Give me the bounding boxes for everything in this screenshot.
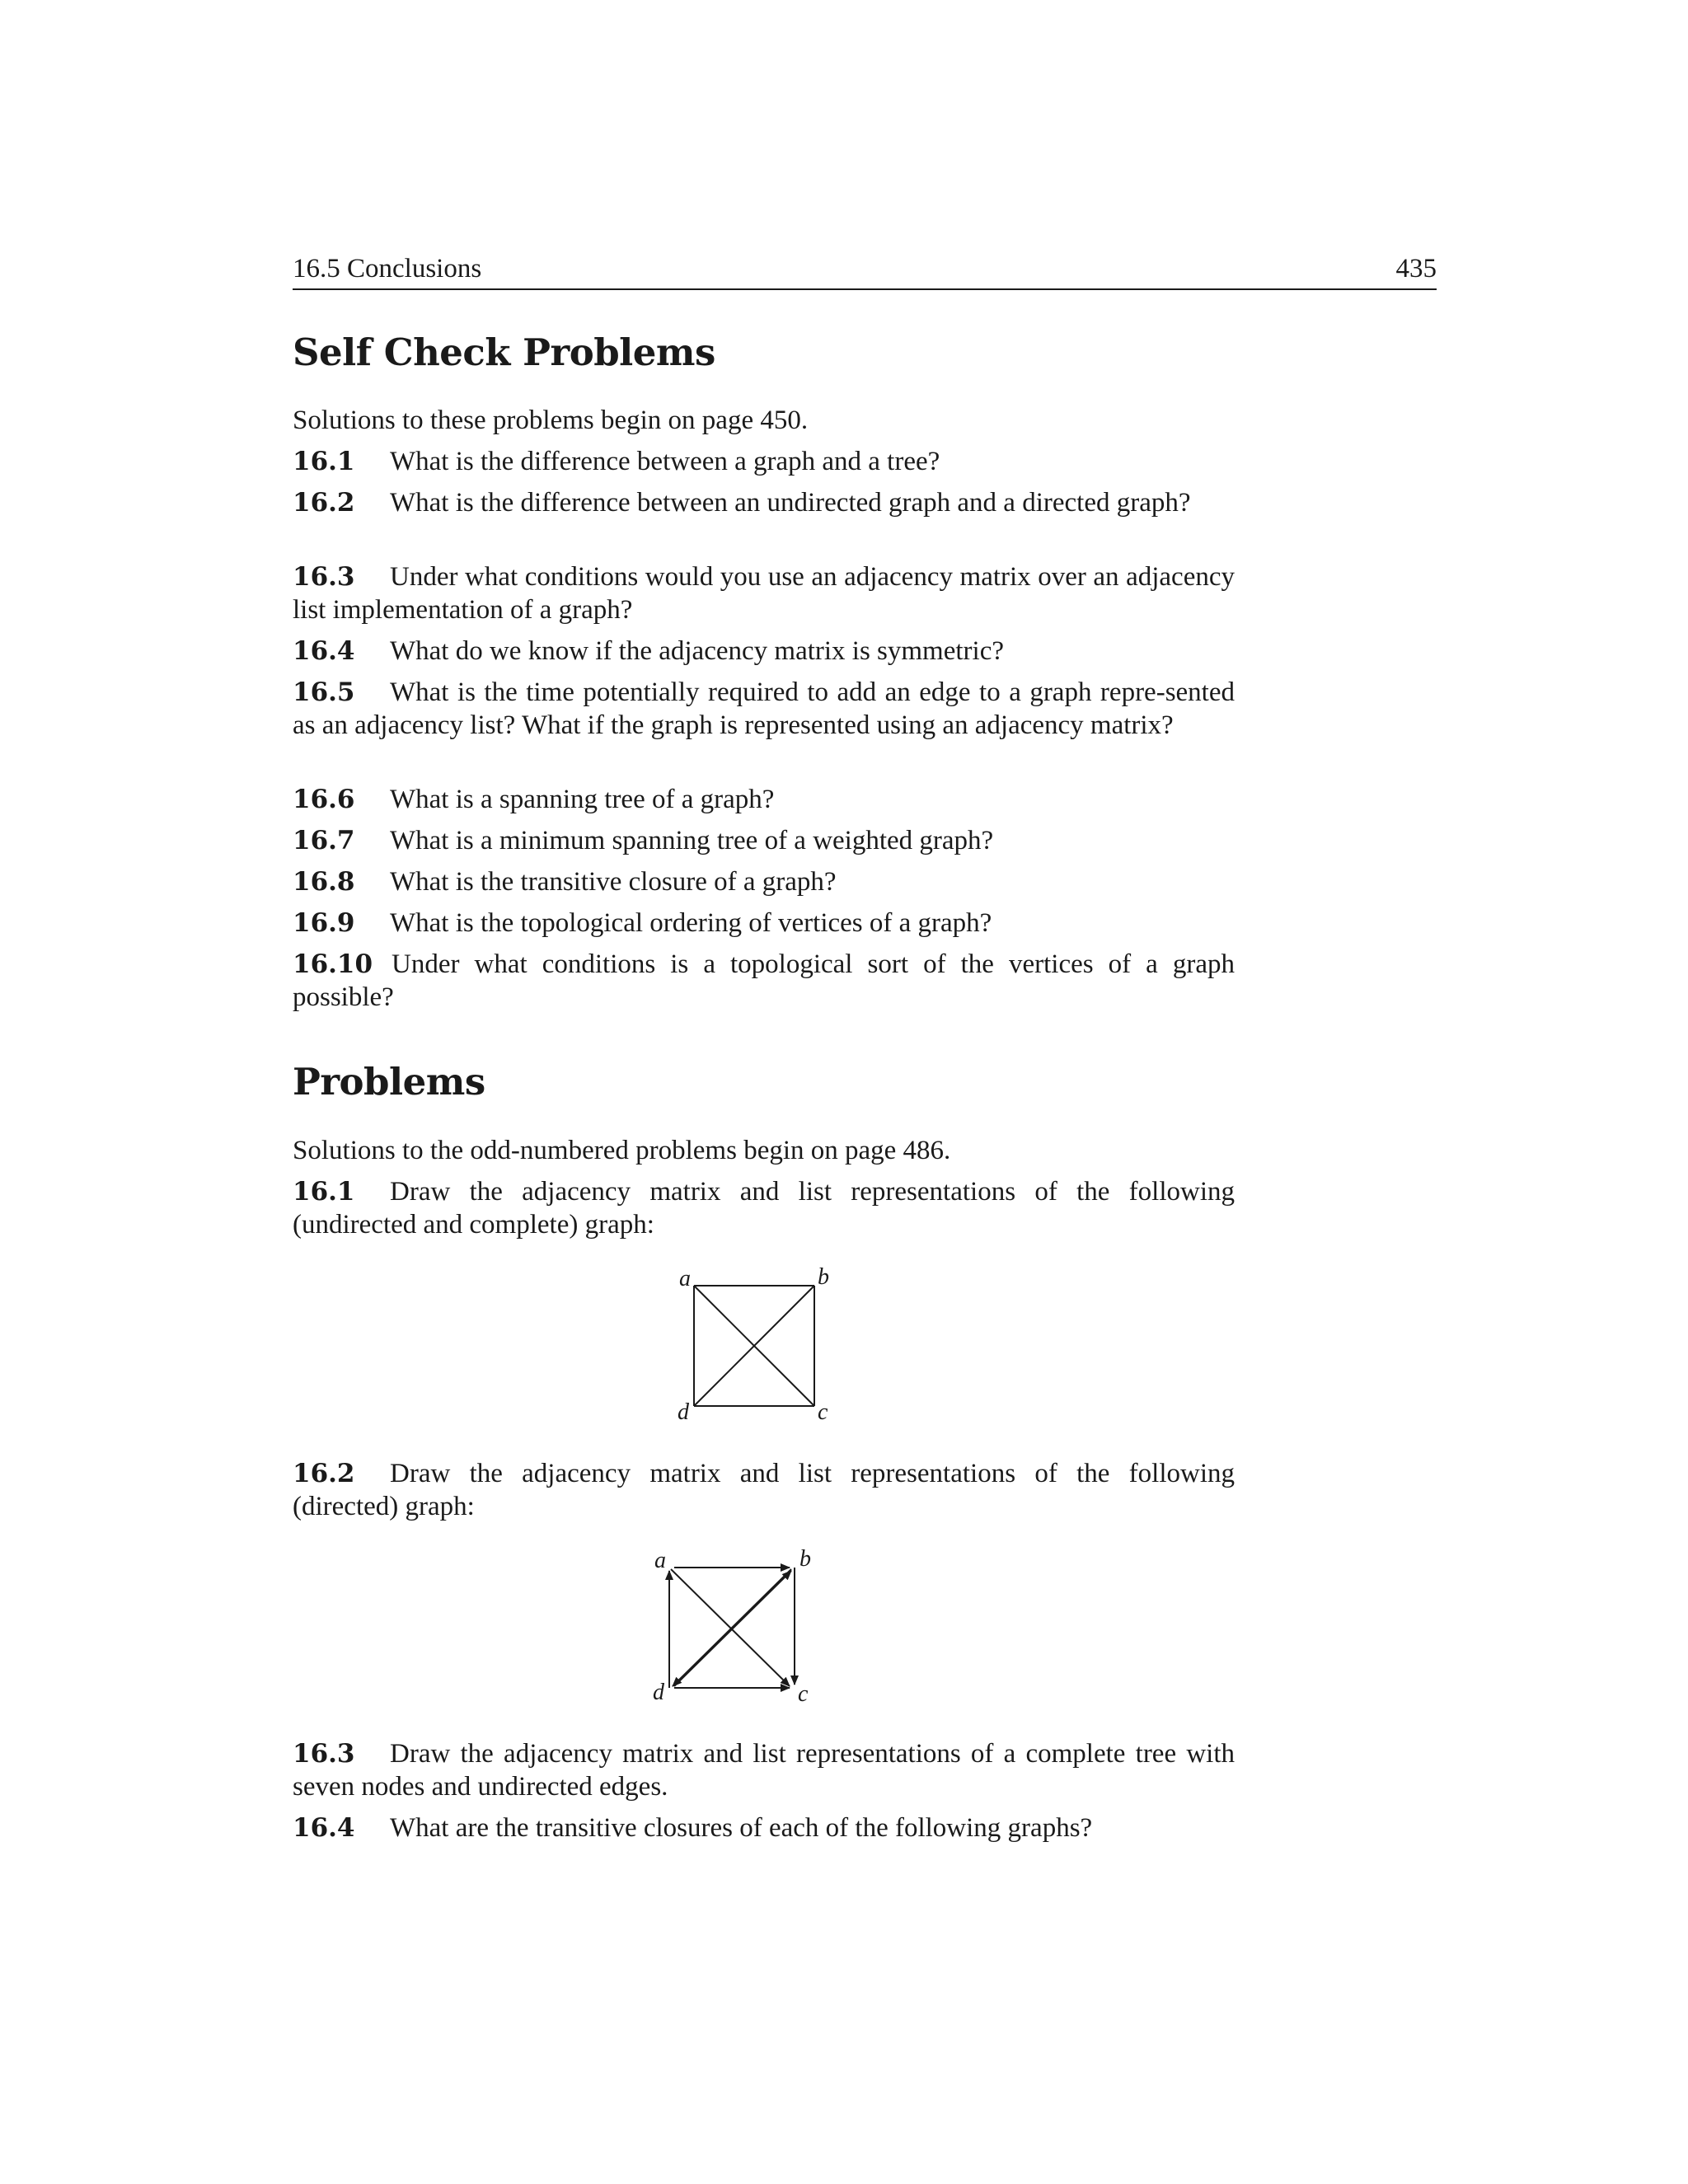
- self-check-item: [293, 676, 1235, 742]
- item-number: 16.9: [293, 908, 355, 938]
- problem-item: [293, 1737, 1235, 1803]
- item-text: What is the time potentially required to add an edge to a graph repre-sented as an adjacency list? What if the graph is represented using an adjacency matrix?: [293, 677, 1235, 740]
- item-number: 16.6: [293, 785, 355, 814]
- self-check-intro: Solutions to these problems begin on page 450.: [293, 405, 809, 435]
- problem-item: [293, 1811, 1235, 1844]
- item-number: 16.1: [293, 447, 355, 476]
- item-number: 16.3: [293, 1739, 355, 1769]
- vertex-label-d: d: [653, 1680, 664, 1705]
- page-number: 435: [1395, 254, 1437, 284]
- self-check-title: Self Check Problems: [293, 330, 715, 374]
- problem-item: [293, 1457, 1235, 1523]
- item-number: 16.1: [293, 1177, 355, 1207]
- self-check-item: [293, 560, 1235, 626]
- item-text: Draw the adjacency matrix and list representations of the following (undirected and complete) graph:: [293, 1177, 1235, 1240]
- item-number: 16.3: [293, 562, 355, 592]
- edge-b-to-d: [673, 1569, 791, 1686]
- directed-graph-figure: [643, 1541, 824, 1707]
- self-check-item: [293, 907, 1235, 940]
- problems-title: Problems: [293, 1060, 485, 1104]
- vertex-label-a: a: [654, 1548, 666, 1573]
- vertex-label-d: d: [678, 1399, 689, 1425]
- edge-a-to-c: [671, 1569, 790, 1686]
- item-number: 16.8: [293, 867, 355, 897]
- self-check-item: [293, 865, 1235, 898]
- self-check-item: [293, 486, 1235, 519]
- item-number: 16.2: [293, 1459, 355, 1488]
- running-head-section: 16.5 Conclusions: [293, 254, 482, 284]
- item-text: Under what conditions is a topological sort of the vertices of a graph possible?: [293, 949, 1235, 1012]
- item-number: 16.4: [293, 636, 355, 666]
- vertex-label-c: c: [818, 1399, 828, 1425]
- item-number: 16.5: [293, 677, 355, 707]
- header-rule: [293, 288, 1437, 290]
- item-number: 16.2: [293, 488, 355, 518]
- vertex-label-b: b: [818, 1264, 829, 1290]
- vertex-label-a: a: [679, 1266, 691, 1291]
- problems-intro: Solutions to the odd-numbered problems begin on page 486.: [293, 1136, 951, 1165]
- item-number: 16.10: [293, 949, 373, 979]
- vertex-label-b: b: [799, 1546, 811, 1572]
- self-check-item: [293, 824, 1235, 857]
- item-text: What is the transitive closure of a graph?: [390, 867, 837, 897]
- undirected-graph-figure: [659, 1261, 841, 1425]
- item-text: What are the transitive closures of each of the following graphs?: [390, 1813, 1093, 1843]
- vertex-label-c: c: [798, 1681, 809, 1707]
- self-check-item: [293, 948, 1235, 1014]
- running-head: [293, 252, 1437, 285]
- item-text: Draw the adjacency matrix and list representations of the following (directed) graph:: [293, 1459, 1235, 1521]
- self-check-item: [293, 635, 1235, 668]
- self-check-item: [293, 783, 1235, 816]
- item-text: What do we know if the adjacency matrix is symmetric?: [390, 636, 1004, 666]
- edge-d-to-b: [674, 1571, 791, 1686]
- item-number: 16.7: [293, 826, 355, 855]
- item-number: 16.4: [293, 1813, 355, 1843]
- problem-item: [293, 1175, 1235, 1241]
- item-text: Draw the adjacency matrix and list representations of a complete tree with seven nodes and undirected edges.: [293, 1739, 1235, 1802]
- item-text: What is the topological ordering of vertices of a graph?: [390, 908, 992, 938]
- item-text: What is a spanning tree of a graph?: [390, 785, 775, 814]
- self-check-item: [293, 445, 1235, 478]
- item-text: What is the difference between a graph and a tree?: [390, 447, 940, 476]
- item-text: What is the difference between an undirected graph and a directed graph?: [390, 488, 1191, 518]
- item-text: Under what conditions would you use an adjacency matrix over an adjacency list implementation of a graph?: [293, 562, 1235, 625]
- item-text: What is a minimum spanning tree of a weighted graph?: [390, 826, 994, 855]
